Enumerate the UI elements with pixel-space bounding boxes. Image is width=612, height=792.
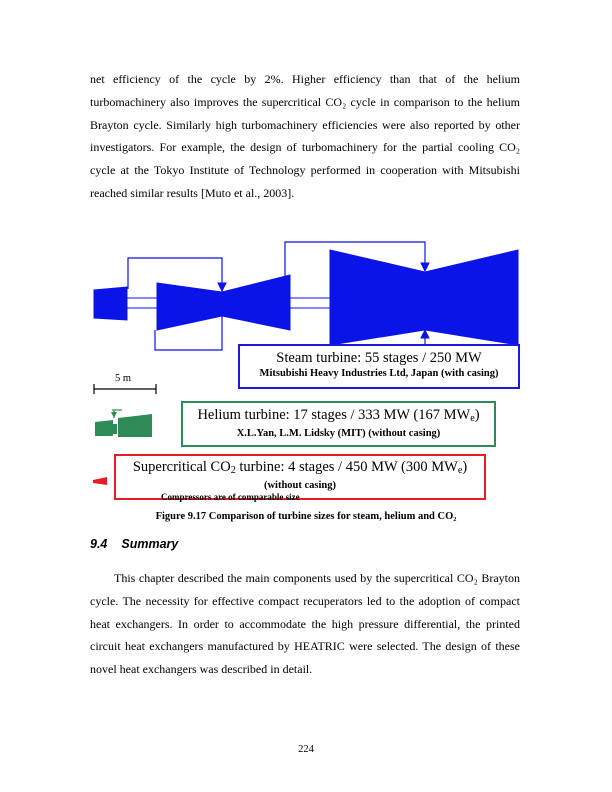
steam-lp-turbine	[330, 250, 425, 345]
helium-turbine-drawing	[95, 410, 152, 437]
steam-hp-turbine	[157, 283, 222, 330]
helium-turbine-label-box	[181, 401, 496, 447]
scale-label: 5 m	[115, 373, 132, 384]
section-number: 9.4	[90, 537, 108, 551]
paragraph-line: reached similar results [Muto et al., 2003].	[90, 185, 295, 200]
page-number: 224	[298, 744, 314, 755]
paragraph-line: cycle. The necessity for effective compact recuperators led to the adoption of compact	[90, 593, 520, 608]
arrow-head	[421, 263, 429, 271]
co2-turbine-drawing	[93, 477, 107, 485]
co2-turbine-shape	[93, 477, 107, 485]
arrow-head	[421, 330, 429, 338]
steam-box-title: Steam turbine: 55 stages / 250 MW	[276, 350, 482, 366]
steam-box-subtitle: Mitsubishi Heavy Industries Ltd, Japan (with casing)	[259, 368, 499, 379]
arrow-head	[111, 412, 117, 418]
figure-caption: Figure 9.17 Comparison of turbine sizes for steam, helium and CO₂	[155, 511, 457, 522]
paragraph-line: heat exchangers. In order to accommodate the high pressure differential, the printed	[90, 616, 520, 631]
steam-turbine-drawing	[94, 242, 518, 350]
helium-box-subtitle: X.L.Yan, L.M. Lidsky (MIT) (without casing)	[236, 428, 441, 439]
co2-box-note: Compressors are of comparable size	[161, 492, 300, 502]
paragraph-line: circuit heat exchangers manufactured by HEATRIC were selected. The design of these	[90, 639, 520, 654]
paragraph-line: novel heat exchangers was described in detail.	[90, 662, 313, 677]
summary-paragraph	[90, 567, 520, 681]
section-heading	[90, 537, 178, 551]
co2-box-title: Supercritical $CO_2$ turbine: 4 stages / 450 MW (300 $MW_e$)	[132, 459, 468, 476]
paragraph-line: investigators. For example, the design of turbomachinery for the partial cooling CO₂	[90, 140, 520, 155]
section-title: Summary	[121, 537, 179, 551]
paragraph-line: Brayton cycle. Similarly high turbomachinery efficiencies were also reported by other	[90, 117, 520, 132]
co2-turbine-label-box	[114, 454, 486, 500]
paragraph-line: net efficiency of the cycle by 2%. Higher efficiency than that of the helium	[90, 72, 520, 86]
steam-hp-turbine	[222, 275, 290, 330]
paragraph-line: cycle at the Tokyo Institute of Technology performed in cooperation with Mitsubishi	[90, 163, 520, 178]
co2-box-subtitle: (without casing)	[263, 480, 337, 491]
scale-bar	[94, 384, 156, 394]
paragraph-line: turbomachinery also improves the supercritical CO₂ cycle in comparison to the helium	[90, 94, 520, 109]
steam-inlet-block	[94, 287, 127, 320]
helium-turbine-shape	[95, 420, 113, 436]
paragraph-line: This chapter described the main components used by the supercritical CO₂ Brayton	[114, 571, 520, 585]
arrow-head	[218, 283, 226, 291]
helium-box-title: Helium turbine: 17 stages / 333 MW (167 $MW_e$)	[197, 407, 480, 424]
helium-turbine-shape	[118, 414, 152, 437]
steam-lp-turbine	[425, 250, 518, 345]
steam-turbine-label-box	[238, 344, 520, 389]
helium-turbine-shaft	[113, 424, 117, 434]
